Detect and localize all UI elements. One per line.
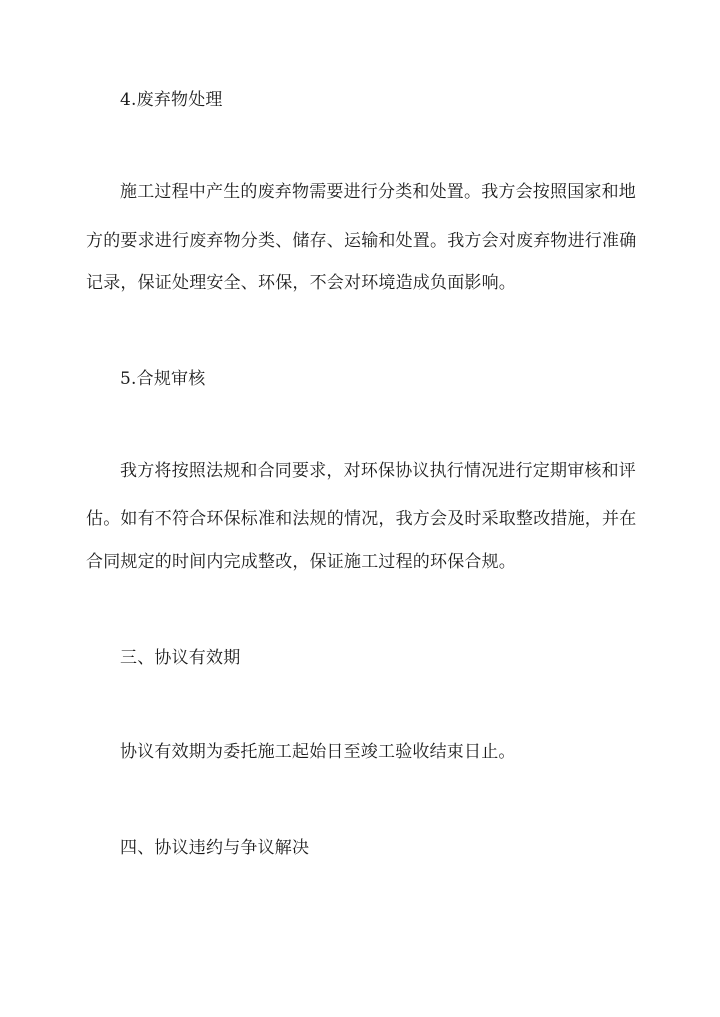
paragraph-compliance-line-2: 估。如有不符合环保标准和法规的情况，我方会及时采取整改措施，并在 [86,509,637,529]
paragraph-compliance-line-3: 合同规定的时间内完成整改，保证施工过程的环保合规。 [86,552,516,572]
section-heading-compliance: 5.合规审核 [120,369,206,389]
paragraph-waste-line-3: 记录，保证处理安全、环保，不会对环境造成负面影响。 [86,273,516,293]
section-heading-waste: 4.废弃物处理 [120,90,223,110]
paragraph-waste-line-1: 施工过程中产生的废弃物需要进行分类和处置。我方会按照国家和地 [120,182,636,202]
paragraph-validity: 协议有效期为委托施工起始日至竣工验收结束日止。 [120,742,516,762]
paragraph-compliance-line-1: 我方将按照法规和合同要求，对环保协议执行情况进行定期审核和评 [120,461,636,481]
section-heading-breach: 四、协议违约与争议解决 [120,838,310,858]
section-heading-validity: 三、协议有效期 [120,648,241,668]
paragraph-waste-line-2: 方的要求进行废弃物分类、储存、运输和处置。我方会对废弃物进行准确 [86,231,637,251]
